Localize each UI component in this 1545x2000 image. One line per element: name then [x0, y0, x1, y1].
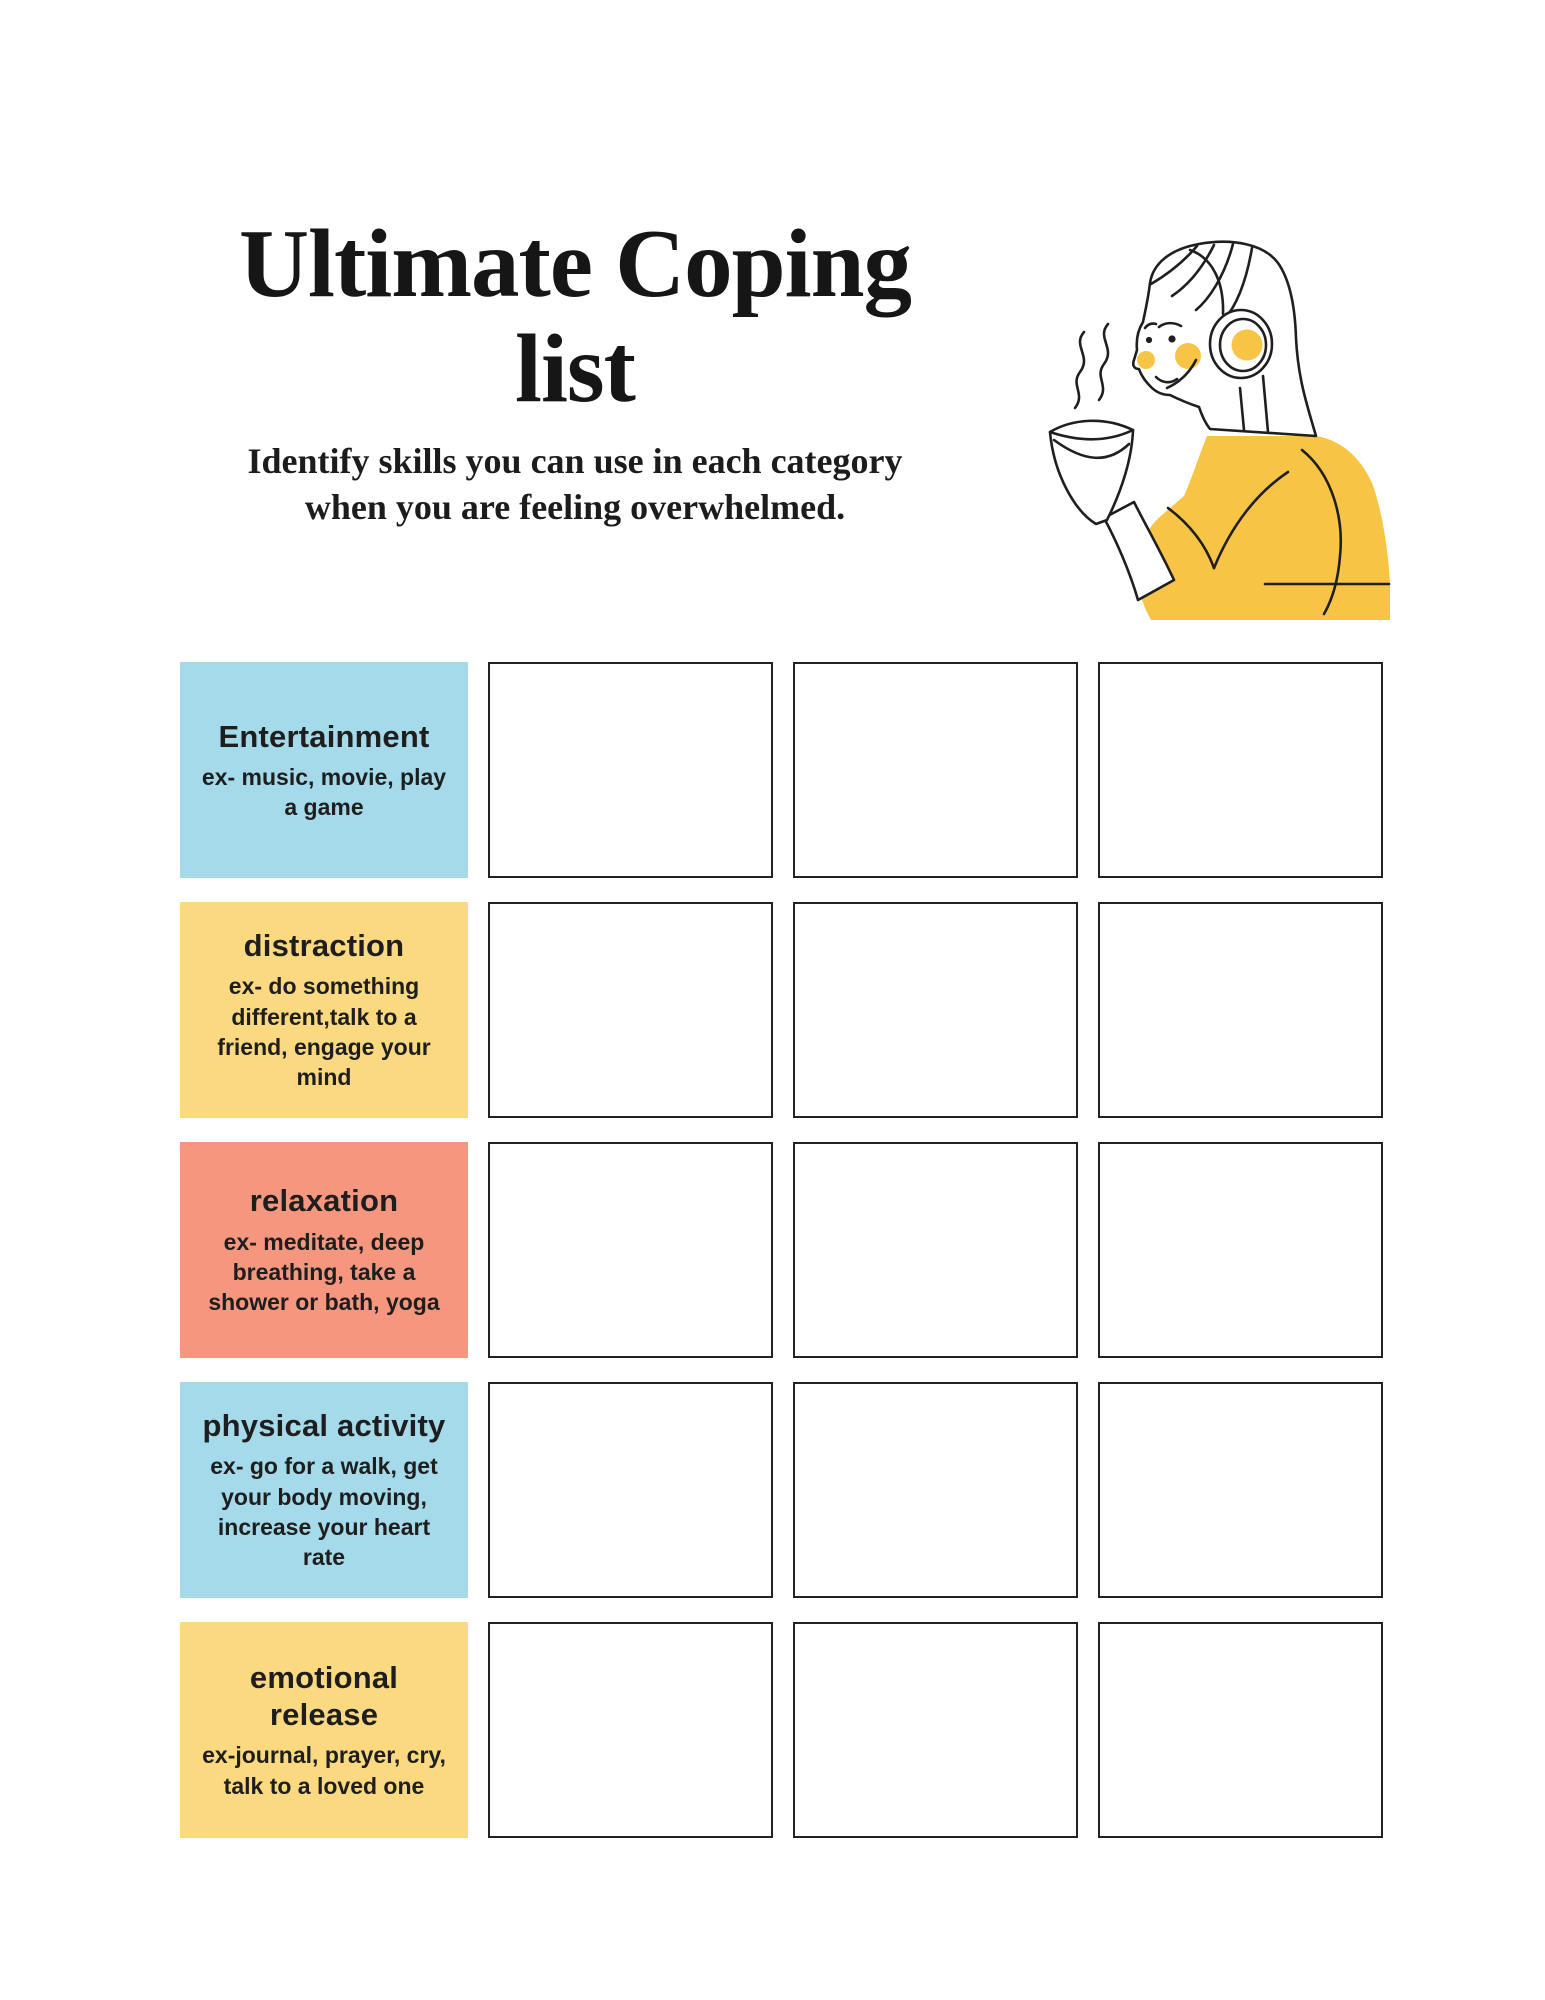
grid-row-physical-activity	[180, 1382, 1383, 1598]
page-subtitle-line1: Identify skills you can use in each category	[247, 440, 903, 481]
category-title: Entertainment	[218, 718, 430, 754]
category-title: relaxation	[249, 1183, 399, 1219]
category-label-relaxation	[180, 1142, 468, 1358]
answer-cell-relaxation-1[interactable]	[488, 1142, 773, 1358]
grid-row-distraction	[180, 902, 1383, 1118]
grid-row-emotional-release	[180, 1622, 1383, 1838]
header	[115, 212, 1035, 531]
category-label-physical-activity	[180, 1382, 468, 1598]
coping-grid	[180, 662, 1383, 1862]
category-label-distraction	[180, 902, 468, 1118]
category-example: ex-journal, prayer, cry, talk to a loved one	[202, 1742, 446, 1799]
category-example: ex- music, movie, play a game	[201, 763, 447, 821]
category-example: ex- go for a walk, get your body moving, increase your heart rate	[210, 1453, 438, 1571]
answer-cell-distraction-2[interactable]	[793, 902, 1078, 1118]
answer-cell-emotional-release-3[interactable]	[1098, 1622, 1383, 1838]
woman-headphones-coffee-icon	[1000, 188, 1400, 620]
grid-row-entertainment	[180, 662, 1383, 878]
category-title: emotional release	[249, 1659, 399, 1733]
category-title: physical activity	[202, 1408, 446, 1444]
page-subtitle-line2: when you are feeling overwhelmed.	[304, 487, 846, 528]
answer-cell-emotional-release-2[interactable]	[793, 1622, 1078, 1838]
answer-cell-distraction-1[interactable]	[488, 902, 773, 1118]
answer-cell-emotional-release-1[interactable]	[488, 1622, 773, 1838]
answer-cell-distraction-3[interactable]	[1098, 902, 1383, 1118]
grid-row-relaxation	[180, 1142, 1383, 1358]
page-title-line1: Ultimate Coping	[238, 210, 912, 317]
answer-cell-entertainment-3[interactable]	[1098, 662, 1383, 878]
answer-cell-relaxation-2[interactable]	[793, 1142, 1078, 1358]
steam-icon	[1099, 324, 1108, 400]
answer-cell-entertainment-1[interactable]	[488, 662, 773, 878]
woman-headphones-coffee-illustration	[1000, 188, 1400, 620]
answer-cell-entertainment-2[interactable]	[793, 662, 1078, 878]
category-example: ex- meditate, deep breathing, take a shower or bath, yoga	[208, 1228, 440, 1316]
answer-cell-physical-activity-2[interactable]	[793, 1382, 1078, 1598]
steam-icon	[1075, 332, 1084, 408]
category-example: ex- do something different,talk to a friend, engage your mind	[217, 973, 431, 1091]
category-label-emotional-release	[180, 1622, 468, 1838]
page-title	[115, 212, 1035, 422]
answer-cell-physical-activity-3[interactable]	[1098, 1382, 1383, 1598]
page-subtitle	[115, 438, 1035, 532]
page-title-line2: list	[515, 314, 635, 422]
answer-cell-physical-activity-1[interactable]	[488, 1382, 773, 1598]
answer-cell-relaxation-3[interactable]	[1098, 1142, 1383, 1358]
category-title: distraction	[243, 928, 405, 964]
category-label-entertainment	[180, 662, 468, 878]
